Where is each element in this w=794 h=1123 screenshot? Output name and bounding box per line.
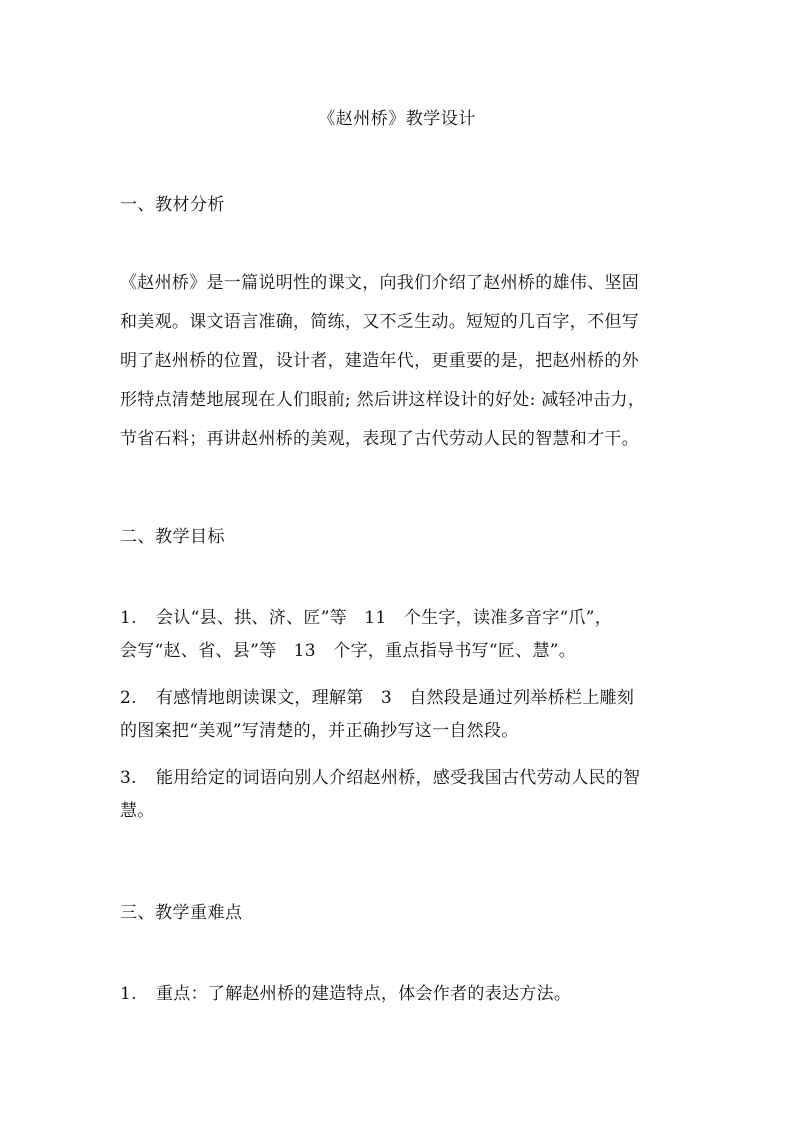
section-heading-1: 一、教材分析 (120, 195, 225, 215)
list-text: 会认“县、拱、济、匠”等 11 个生字，读准多音字“爪”， (156, 608, 613, 628)
list-item-line: 慧。 (120, 801, 155, 821)
list-number: 1. (120, 608, 137, 628)
paragraph-line: 明了赵州桥的位置，设计者，建造年代，更重要的是，把赵州桥的外 (120, 351, 639, 371)
document-title: 《赵州桥》教学设计 (318, 109, 476, 129)
list-item-objective-3 (120, 762, 686, 828)
list-item-line (120, 682, 686, 715)
list-number: 2. (120, 688, 137, 708)
list-item-line: 的图案把“美观”写清楚的，并正确抄写这一自然段。 (120, 721, 519, 741)
list-text: 有感情地朗读课文，理解第 3 自然段是通过列举桥栏上雕刻 (156, 688, 635, 708)
section-1-paragraph (120, 268, 686, 454)
section-heading-3: 三、教学重难点 (120, 903, 243, 923)
list-item-objective-1 (120, 602, 686, 668)
paragraph-line: 和美观。课文语言准确，简练，又不乏生动。短短的几百字，不但写 (120, 312, 639, 332)
list-number: 3. (120, 768, 137, 788)
list-item-key-point-1 (120, 978, 686, 1011)
paragraph-line: 《赵州桥》是一篇说明性的课文，向我们介绍了赵州桥的雄伟、坚固 (120, 273, 639, 293)
paragraph-line: 节省石料；再讲赵州桥的美观，表现了古代劳动人民的智慧和才干。 (120, 429, 639, 449)
list-item-line: 会写“赵、省、县”等 13 个字，重点指导书写“匠、慧”。 (120, 641, 577, 661)
list-text: 重点：了解赵州桥的建造特点，体会作者的表达方法。 (156, 984, 572, 1004)
list-text: 能用给定的词语向别人介绍赵州桥，感受我国古代劳动人民的智 (156, 768, 641, 788)
list-item-line (120, 602, 686, 635)
paragraph-line: 形特点清楚地展现在人们眼前; 然后讲这样设计的好处: 减轻冲击力， (120, 390, 646, 410)
list-number: 1. (120, 984, 137, 1004)
list-item-line (120, 762, 686, 795)
section-heading-2: 二、教学目标 (120, 527, 225, 547)
list-item-objective-2 (120, 682, 686, 748)
list-item-line (120, 978, 686, 1011)
